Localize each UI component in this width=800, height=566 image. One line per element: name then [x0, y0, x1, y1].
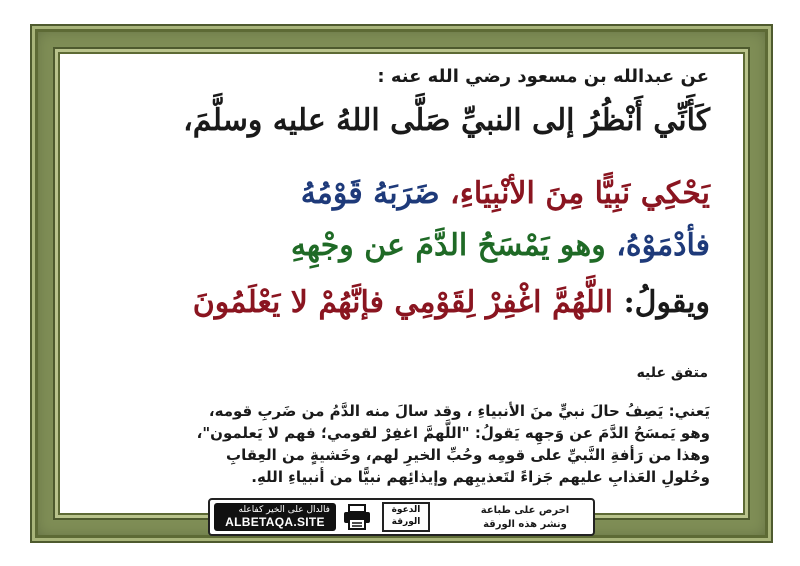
explanation-line: وهذا من رَأفةِ النَّبيِّ على قومِه وحُبِّ الخيرِ لهم، وخَشيةٍ من العِقابِ: [226, 446, 710, 464]
hadith-line-3-part-1: فأدْمَوْهُ،: [616, 228, 710, 263]
logo-text-line-2: الورقة: [391, 517, 421, 527]
hadith-line-4-part-1: ويقولُ:: [623, 285, 710, 320]
explanation-line: يَعني: يَصِفُ حالَ نبيٍّ منَ الأنبياءِ ، وقد سالَ منه الدَّمُ من ضَربِ قومه،: [208, 402, 710, 420]
hadith-line-2: [80, 176, 710, 211]
hadith-line-4: [80, 285, 710, 320]
explanation-line: وهو يَمسَحُ الدَّمَ عن وَجهِه يَقولُ: "اللَّهمَّ اغفِرْ لقومي؛ فهم لا يَعلمون"،: [196, 424, 710, 442]
footer-tagline-line-2: ونشر هذه الورقة: [483, 519, 567, 530]
site-badge: [214, 503, 336, 531]
explanation-paragraph: [90, 400, 710, 488]
hadith-line-3-part-2: وهو يَمْسَحُ الدَّمَ عن وجْهِهِ: [290, 228, 606, 263]
logo: [382, 502, 430, 532]
footer-slogan: فالدال على الخير كفاعله: [238, 505, 330, 515]
hadith-line-1-text: كَأَنِّي أَنْظُرُ إلى النبيِّ صَلَّى اللهُ عليه وسلَّمَ،: [183, 103, 710, 138]
narrator-line: عن عبدالله بن مسعود رضي الله عنه :: [377, 66, 709, 87]
site-url: ALBETAQA.SITE: [225, 515, 325, 529]
footer-tagline: [465, 504, 585, 532]
printer-icon: [342, 504, 372, 530]
hadith-line-2-part-2: ضَرَبَهُ قَوْمُهُ: [300, 176, 440, 211]
hadith-line-2-part-1: يَحْكِي نَبِيًّا مِنَ الأنْبِيَاءِ،: [450, 176, 710, 211]
logo-text-line-1: الدعوة: [391, 505, 421, 515]
footer-tagline-line-1: احرص على طباعة: [480, 505, 570, 516]
footer-banner: [208, 498, 595, 536]
explanation-line: وحُلولِ العَذابِ عليهم جَزاءً لتَعذيبِهم وإيذائِهم نبيًّا من أنبياءِ اللهِ.: [251, 468, 710, 486]
hadith-line-4-part-2: اللَّهُمَّ اغْفِرْ لِقَوْمِي فإنَّهُمْ لا يَعْلَمُونَ: [192, 285, 614, 320]
hadith-source: متفق عليه: [636, 365, 708, 381]
hadith-line-3: [80, 228, 710, 263]
hadith-line-1: [80, 103, 710, 138]
